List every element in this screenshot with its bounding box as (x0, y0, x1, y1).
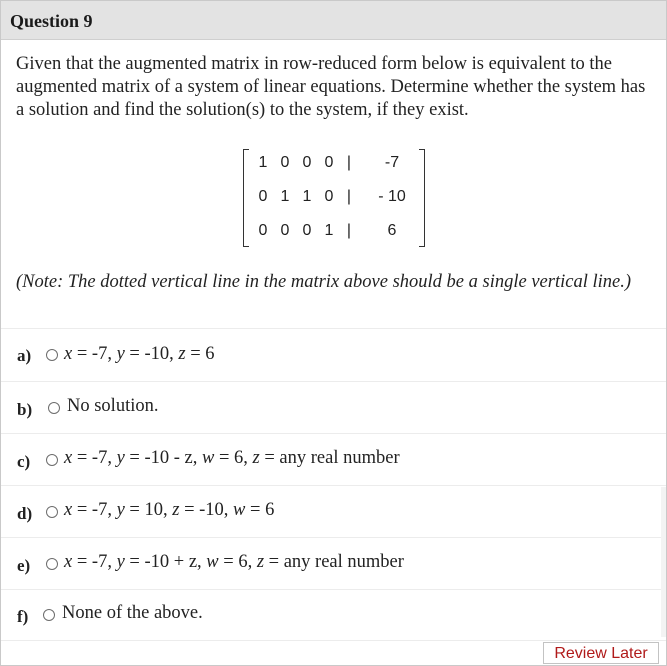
option-e-label: x = -7, y = -10 + z, w = 6, z = any real number (64, 552, 404, 572)
option-e-radio[interactable] (46, 558, 58, 570)
scrollbar[interactable] (661, 487, 666, 637)
matrix-left-bracket (243, 149, 249, 247)
option-letter: f) (17, 607, 29, 626)
option-b-label: No solution. (67, 396, 159, 416)
augmented-matrix (243, 149, 425, 247)
matrix-divider: | (346, 188, 352, 205)
option-letter: c) (17, 452, 31, 471)
option-a-radio[interactable] (46, 349, 58, 361)
question-title: Question 9 (10, 11, 93, 31)
matrix-rhs: - 10 (378, 188, 406, 205)
matrix-cell: 0 (280, 154, 290, 171)
option-f[interactable] (1, 590, 666, 638)
option-b[interactable] (1, 382, 666, 430)
matrix-cell: 1 (280, 188, 290, 205)
matrix-cell: 0 (302, 154, 312, 171)
question-prompt: Given that the augmented matrix in row-reduced form below is equivalent to the augmented matrix of a system of linear equations. Determine whether the system has a solution and find the solution(s) to the system, if they exist. (16, 54, 646, 120)
matrix-divider: | (346, 154, 352, 171)
review-later-button[interactable]: Review Later (543, 642, 659, 664)
matrix-cell: 1 (302, 188, 312, 205)
matrix-cell: 0 (324, 154, 334, 171)
option-a-label: x = -7, y = -10, z = 6 (64, 344, 215, 364)
matrix-divider: | (346, 222, 352, 239)
matrix-cell: 0 (258, 188, 268, 205)
matrix-cell: 0 (258, 222, 268, 239)
matrix-rhs: 6 (387, 222, 397, 239)
option-letter: d) (17, 504, 33, 523)
option-b-radio[interactable] (48, 402, 60, 414)
matrix-cell: 0 (302, 222, 312, 239)
option-letter: b) (17, 400, 33, 419)
option-c-radio[interactable] (46, 454, 58, 466)
matrix-cell: 0 (280, 222, 290, 239)
question-header (1, 1, 666, 40)
option-letter: e) (17, 556, 31, 575)
matrix-cell: 0 (324, 188, 334, 205)
divider (1, 640, 666, 641)
matrix-rhs: -7 (384, 154, 400, 171)
option-a[interactable] (1, 329, 666, 377)
option-letter: a) (17, 346, 32, 365)
matrix-cell: 1 (258, 154, 268, 171)
option-d-label: x = -7, y = 10, z = -10, w = 6 (64, 500, 275, 520)
option-d[interactable] (1, 486, 666, 534)
matrix-right-bracket (419, 149, 425, 247)
option-c[interactable] (1, 434, 666, 482)
option-f-label: None of the above. (62, 603, 203, 623)
matrix-cell: 1 (324, 222, 334, 239)
option-f-radio[interactable] (43, 609, 55, 621)
option-d-radio[interactable] (46, 506, 58, 518)
option-c-label: x = -7, y = -10 - z, w = 6, z = any real number (64, 448, 400, 468)
matrix-note: (Note: The dotted vertical line in the matrix above should be a single vertical line.) (16, 272, 631, 292)
option-e[interactable] (1, 538, 666, 586)
